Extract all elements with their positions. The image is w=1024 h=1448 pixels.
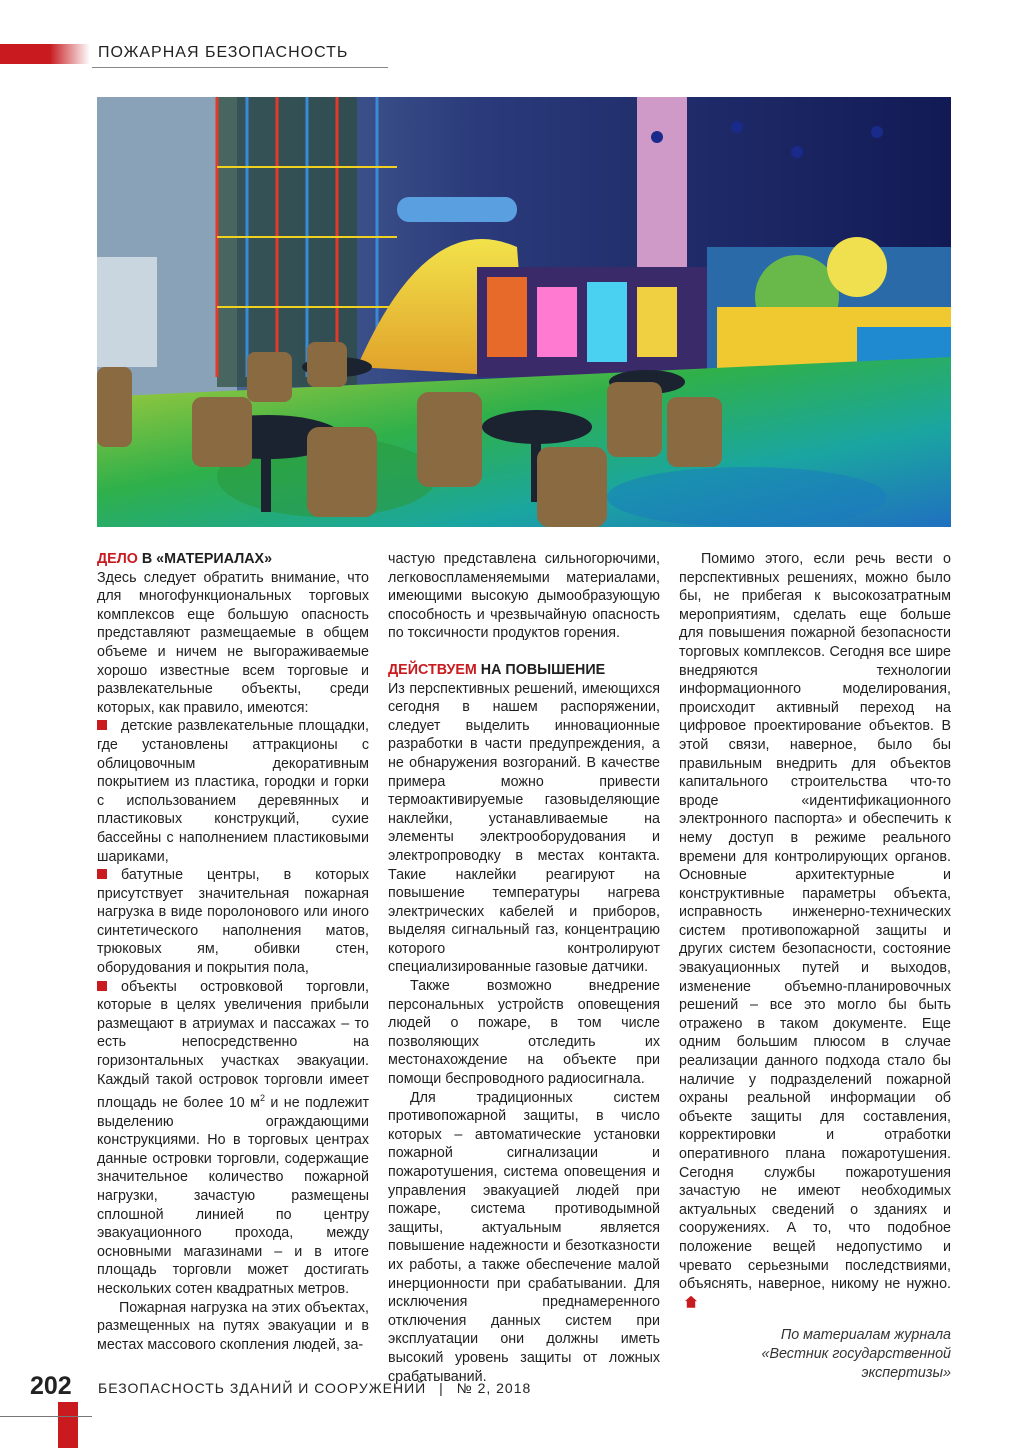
paragraph: Также возможно внедрение персональных устройств оповещения людей о пожаре, в том числе позволяющих отследить их местонахождение на объекте при помощи беспроводного радиосигнала. — [388, 978, 660, 1088]
bullet-square-icon — [97, 981, 107, 991]
column-1 — [97, 550, 369, 1354]
bullet-text: объекты островковой торговли, которые в целях увеличения прибыли размещают в атриумах и пассажах – то есть непосредственно на горизонтальных участках эвакуации. Каждый такой островок торговли имеет площадь не более 10 м — [97, 978, 369, 1111]
heading-accent: ДЕЙСТВУЕМ — [388, 661, 477, 678]
page-number-bar — [58, 1402, 78, 1448]
paragraph: Здесь следует обратить внимание, что для многофункциональных торговых комплексов еще большую опасность представляют размещаемые в общем объеме и ничем не выгораживаемые хорошо известные всем торговые и развлекательные объекты, среди которых, как правило, имеются: — [97, 569, 369, 716]
heading-accent: ДЕЛО — [97, 551, 138, 567]
source-note — [679, 1326, 951, 1382]
section-color-bar — [0, 44, 90, 64]
heading-increase — [388, 661, 660, 680]
paragraph: Из перспективных решений, имеющихся сегодня в нашем распоряжении, следует выделить инновационные разработки в части предупреждения, а не обнаружения возгораний. В качестве примера можно привести термоактивируемые газовыделяющие наклейки, устанавливаемые на элементы электрооборудования и электропроводку в местах контакта. Такие наклейки реагируют на повышение температуры нагрева электрических кабелей и приборов, выделяя сигнальный газ, концентрацию которого контролируют специализированные газовые датчики. — [388, 680, 660, 976]
paragraph — [679, 550, 951, 1312]
source-line: По материалам журнала — [780, 1327, 951, 1344]
page-number: 202 — [30, 1372, 72, 1400]
bullet-square-icon — [97, 720, 107, 730]
source-line: «Вестник государственной — [761, 1345, 951, 1362]
hero-photo — [97, 97, 951, 527]
bullet-square-icon — [97, 869, 107, 879]
paragraph-text: Помимо этого, если речь вести о перспективных решениях, можно было бы, не прибегая к высокозатратным мероприятиям, сделать еще больше для повышения пожарной безопасности торговых комплексов. Сегодня все шире внедряются технологии информационного моделирования, происходит активный переход на цифровое проектирование объектов. В этой связи, наверное, было бы правильным внедрить для объектов капитального строительства что-то вроде «идентификационного электронного паспорта» и обеспечить к нему доступ в режиме реального времени для контролирующих органов. Основные архитектурные и конструктивные параметры объекта, исправность инженерно-технических систем противопожарной защиты и других систем безопасности, состояние эвакуационных путей и выходов, изменение объемно-планировочных решений – все это могло бы быть отражено в таком документе. Еще одним большим плюсом в случае реализации данного подхода стало бы наличие у подразделений пожарной охраны реальной информации об объекте защиты для составления, корректировки и отработки оперативного плана пожаротушения. Сегодня службы пожаротушения зачастую не имеют необходимых актуальных сведений о зданиях и сооружениях. А то, что подобное положение вещей недопустимо и чревато серьезными последствиями, объяснять, наверное, никому не нужно. — [679, 551, 951, 1293]
source-line: экспертизы» — [861, 1364, 951, 1381]
journal-title: БЕЗОПАСНОСТЬ ЗДАНИЙ И СООРУЖЕНИЙ — [98, 1380, 427, 1396]
bullet-text: детские развлекательные площадки, где установлены аттракционы с облицовочным декоративным покрытием из пластика, городки и горки с использованием деревянных и пластиковых конструкций, сухие бассейны с наполнением пластиковыми шариками, — [97, 718, 369, 865]
footer-rule — [0, 1416, 92, 1417]
end-mark-icon — [685, 1296, 697, 1308]
column-3 — [679, 550, 951, 1382]
journal-issue: № 2, 2018 — [456, 1380, 532, 1396]
section-title: ПОЖАРНАЯ БЕЗОПАСНОСТЬ — [98, 44, 349, 61]
heading-rest: НА ПОВЫШЕНИЕ — [476, 661, 606, 678]
paragraph: частую представлена сильногорючими, легковоспламеняемыми материалами, имеющими высокую дымообразующую способность и чрезвычайную опасность по токсичности продуктов горения. — [388, 551, 660, 642]
paragraph: Для традиционных систем противопожарной защиты, в число которых – автоматические установки пожарной сигнализации и пожаротушения, система оповещения и управления эвакуацией людей при пожаре, система противодымной защиты, актуальным является повышение надежности и безотказности их работы, а также обеспечение малой инерционности при срабатывании. Для исключения преднамеренного отключения данных систем при эксплуатации они должны иметь высокий уровень защиты от ложных срабатываний. — [388, 1089, 660, 1385]
bullet-item — [97, 866, 369, 978]
footer-separator: | — [439, 1380, 444, 1396]
heading-materials — [97, 550, 369, 569]
bullet-text: батутные центры, в которых присутствует значительная пожарная нагрузка в виде поролонового или иного синтетического наполнения матов, трюковых ям, обивки стен, оборудования и покрытия пола, — [97, 867, 369, 977]
heading-rest: В «МАТЕРИАЛАХ» — [137, 551, 273, 567]
header-rule — [92, 67, 388, 68]
superscript: 2 — [259, 1093, 265, 1104]
column-2 — [388, 550, 660, 1386]
paragraph: Пожарная нагрузка на этих объектах, размещенных на путях эвакуации и в местах массового скопления людей, за- — [97, 1299, 369, 1353]
footer-journal — [98, 1380, 531, 1396]
bullet-item — [97, 978, 369, 1299]
bullet-text-cont: и не подлежит выделению ограждающими конструкциями. Но в торговых центрах данные островки торговли, содержащие значительное количество пожарной нагрузки, зачастую размещены сплошной линией по центру эвакуационного прохода, между основными магазинами – и в итоге площадь торговли может достигать нескольких сотен квадратных метров. — [97, 1094, 370, 1297]
bullet-item — [97, 717, 369, 866]
play-center-photo — [97, 97, 951, 527]
